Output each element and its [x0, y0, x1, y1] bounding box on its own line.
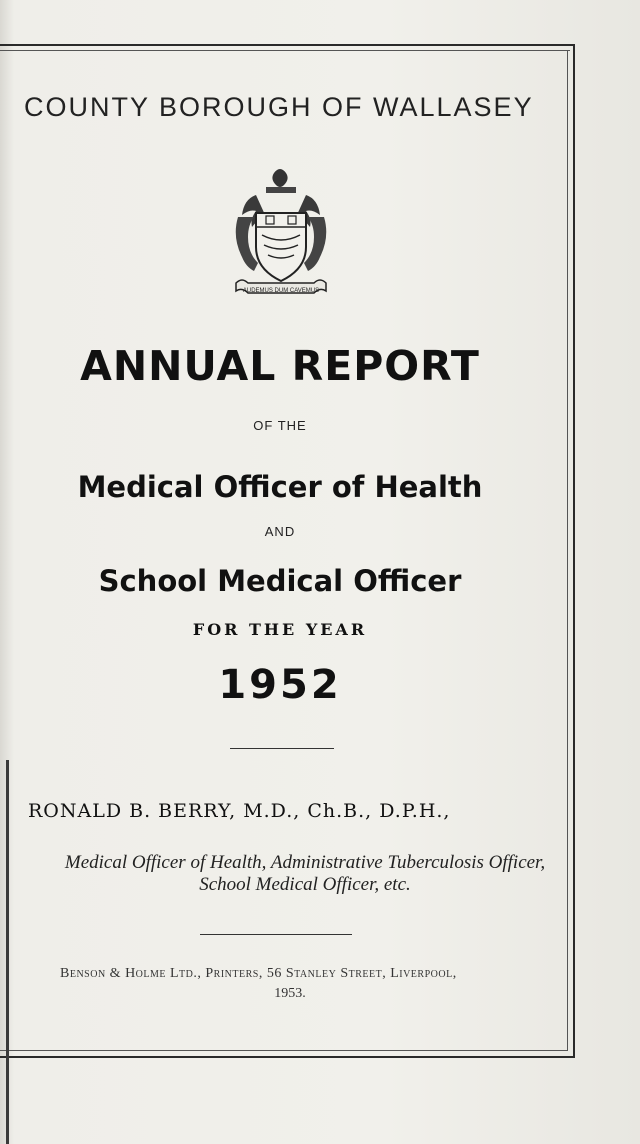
border-rule-right	[573, 44, 575, 1056]
printer-imprint: Benson & Holme Ltd., Printers, 56 Stanley Street, Liverpool,	[60, 966, 457, 981]
border-rule-top	[0, 44, 575, 46]
author-role-line-2: School Medical Officer, etc.	[199, 874, 411, 895]
author-role-line-1: Medical Officer of Health, Administrative Tuberculosis Officer,	[64, 852, 546, 873]
border-rule-right-inner	[567, 50, 568, 1050]
report-title: ANNUAL REPORT	[80, 342, 480, 390]
coat-of-arms-icon	[226, 165, 336, 305]
for-the-year-label: FOR THE YEAR	[192, 620, 368, 639]
border-rule-top-inner	[0, 50, 570, 51]
school-medical-officer-title: School Medical Officer	[98, 564, 462, 598]
crest-motto: AUDEMUS DUM CAVEMUS	[242, 288, 320, 294]
author-name: RONALD B. BERRY, M.D., Ch.B., D.P.H.,	[28, 800, 451, 822]
border-rule-bottom	[0, 1056, 575, 1058]
printer-year: 1953.	[274, 986, 306, 1001]
authority-heading: COUNTY BOROUGH OF WALLASEY	[24, 92, 534, 122]
divider-rule	[230, 748, 334, 749]
printer-divider-rule	[200, 934, 352, 935]
and-label: AND	[264, 524, 296, 539]
border-rule-bottom-inner	[0, 1050, 568, 1051]
binding-edge	[6, 760, 9, 1144]
of-the-label: OF THE	[253, 418, 307, 433]
officer-of-health-title: Medical Officer of Health	[77, 470, 483, 504]
report-year: 1952	[218, 662, 342, 708]
